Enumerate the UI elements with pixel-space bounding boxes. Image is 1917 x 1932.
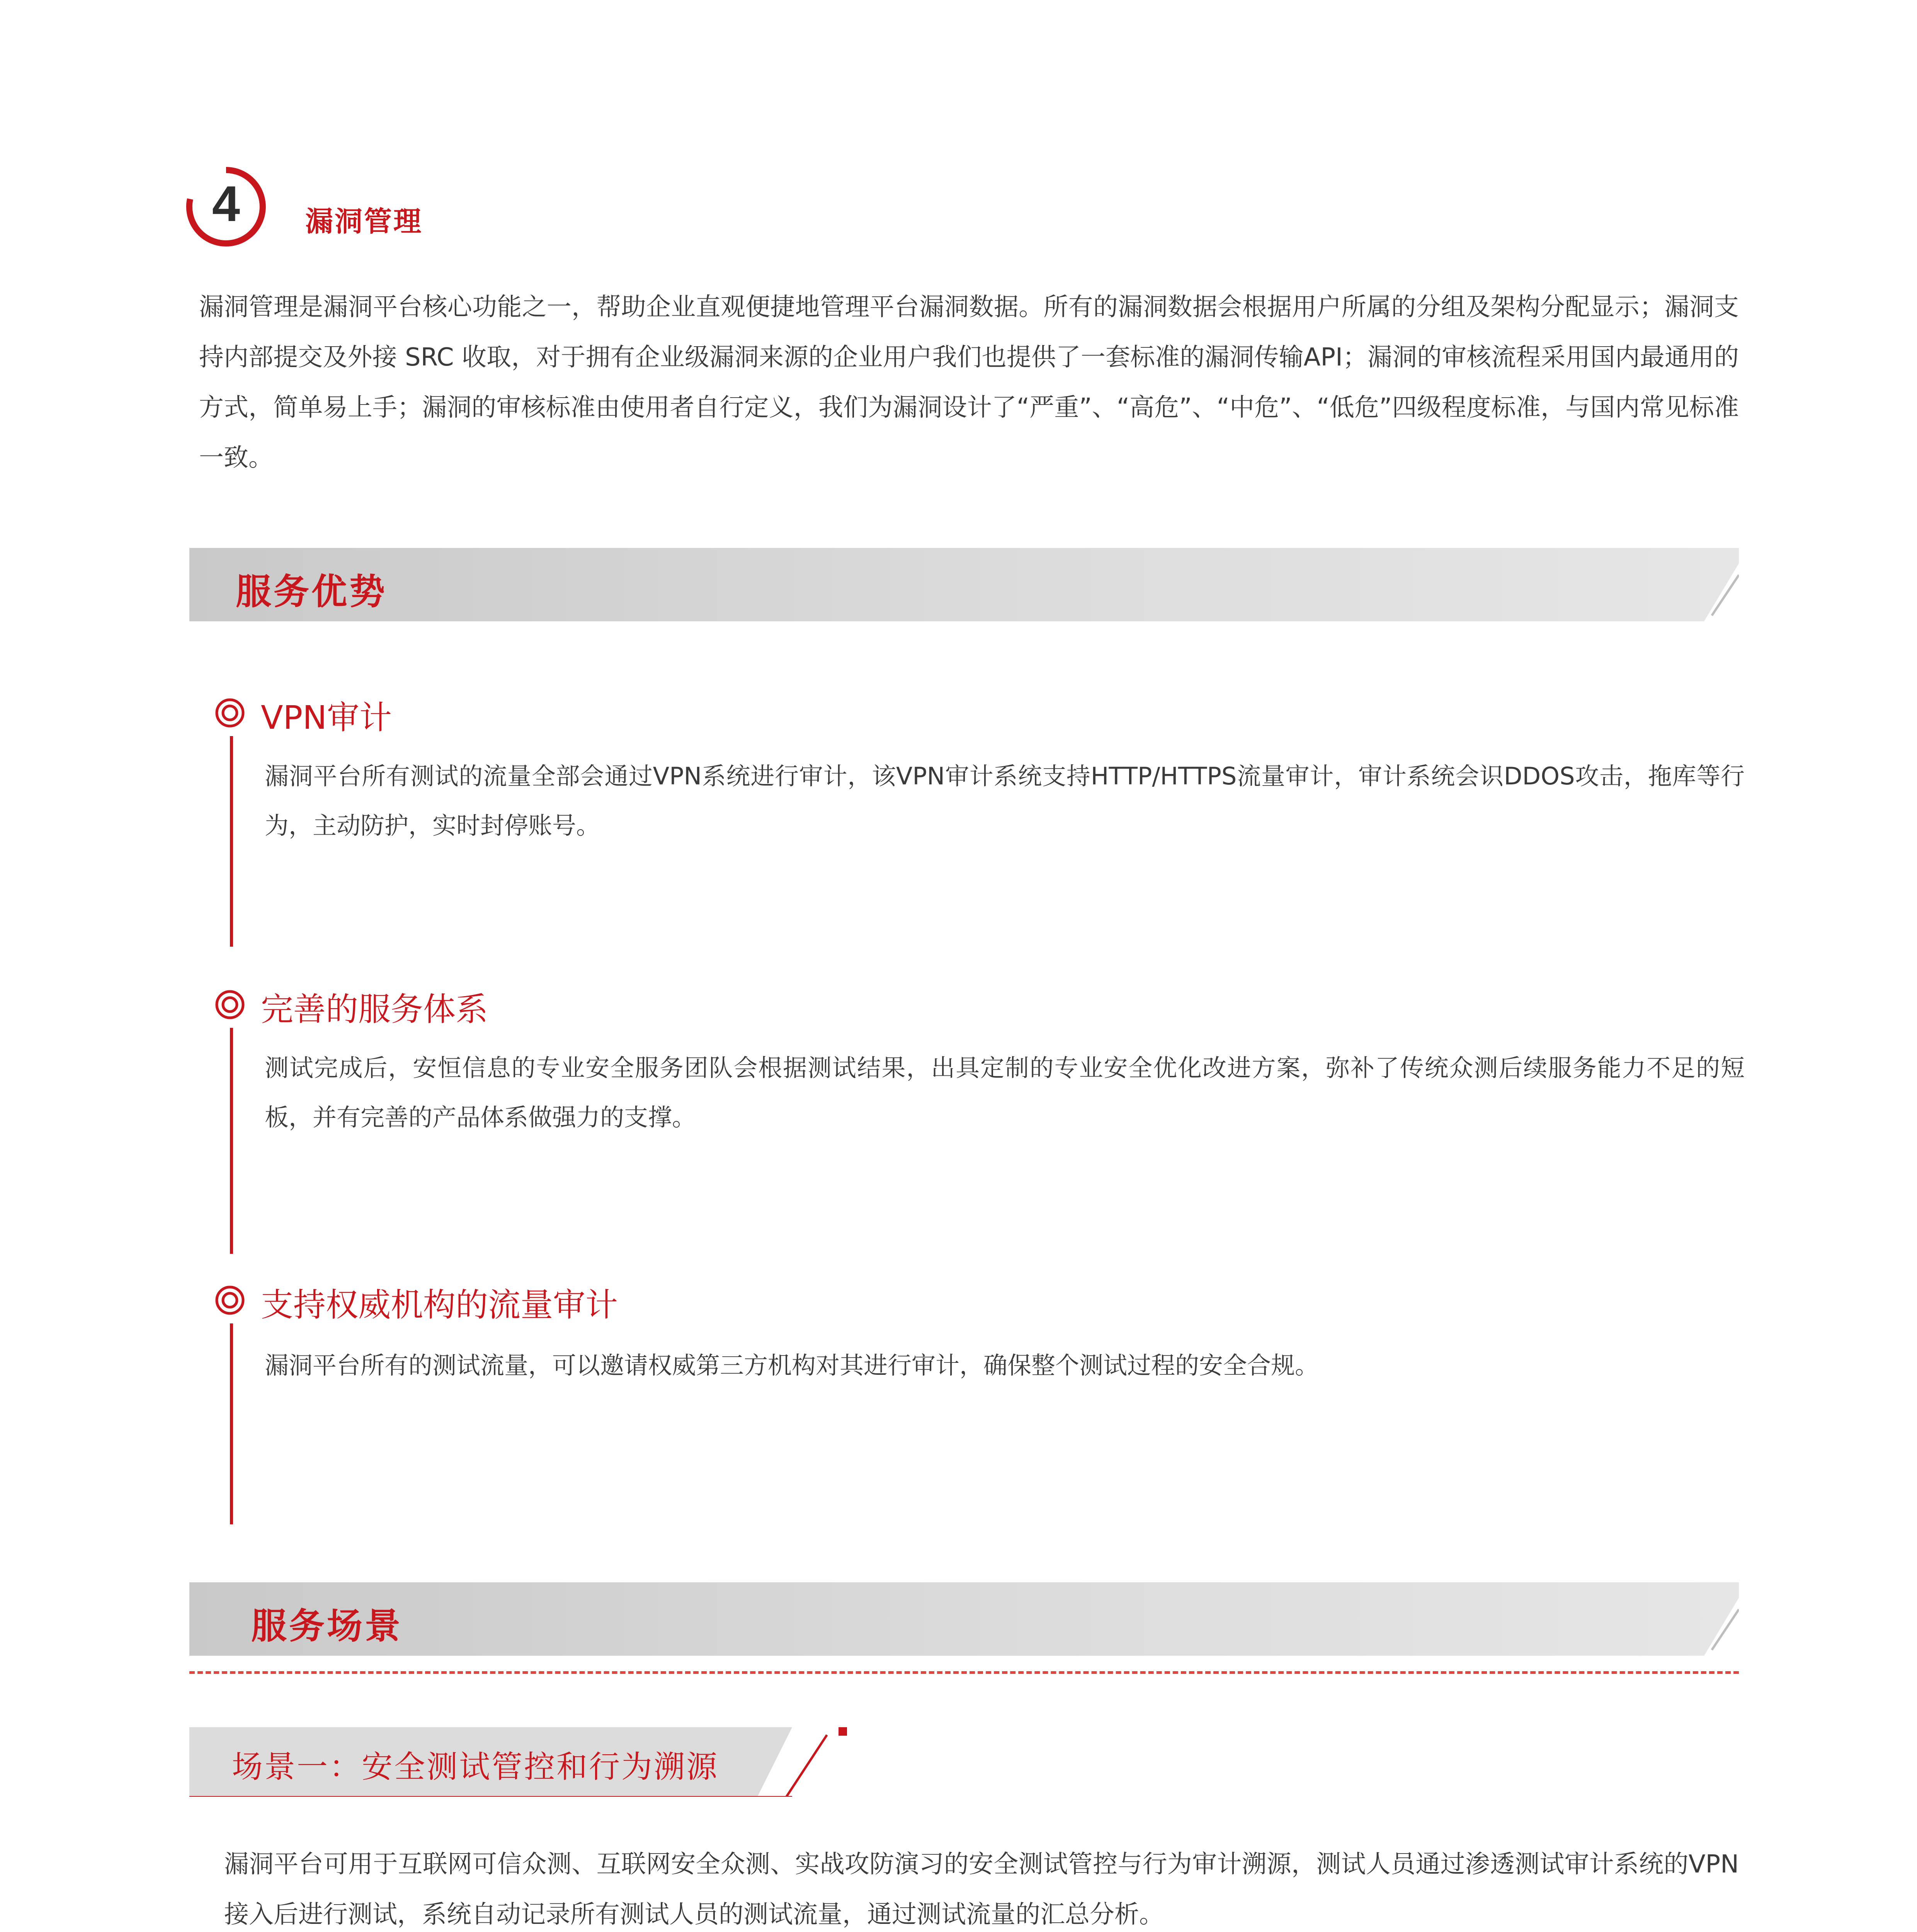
target-icon bbox=[214, 697, 245, 728]
target-icon bbox=[214, 989, 245, 1020]
advantage-text-audit-body: 漏洞平台所有的测试流量，可以邀请权威第三方机构对其进行审计，确保整个测试过程的安全合规。 bbox=[265, 1351, 1319, 1379]
advantage-text-vpn-body: 漏洞平台所有测试的流量全部会通过VPN系统进行审计，该VPN审计系统支持HTTP/HTTPS流量审计，审计系统会识DDOS攻击，拖库等行为，主动防护，实时封停账号。 bbox=[265, 762, 1745, 840]
scenario-1-body bbox=[224, 1839, 1739, 1932]
scenarios-heading: 服务场景 bbox=[251, 1605, 403, 1647]
advantage-text-service bbox=[265, 1043, 1745, 1142]
advantage-text-vpn bbox=[265, 752, 1745, 850]
scenario-1-paragraph-1: 漏洞平台可用于互联网可信众测、互联网安全众测、实战攻防演习的安全测试管控与行为审计溯源，测试人员通过渗透测试审计系统的VPN接入后进行测试，系统自动记录所有测试人员的测试流量，通过测试流量的汇总分析。 bbox=[224, 1850, 1739, 1929]
advantage-divider-line bbox=[230, 1028, 233, 1254]
scenarios-heading-bar bbox=[189, 1582, 1739, 1656]
advantage-text-audit bbox=[265, 1341, 1745, 1390]
section-intro-text: 漏洞管理是漏洞平台核心功能之一，帮助企业直观便捷地管理平台漏洞数据。所有的漏洞数据会根据用户所属的分组及架构分配显示；漏洞支持内部提交及外接 SRC 收取，对于拥有企业级漏洞来源的企业用户我们也提供了一套标准的漏洞传输API；漏洞的审核流程采用国内最通用的方式，简单易上手；漏洞的审核标准由使用者自行定义，我们为漏洞设计了“严重”、“高危”、“中危”、“低危”四级程度标准，与国内常见标准一致。 bbox=[199, 293, 1739, 472]
section-title: 漏洞管理 bbox=[305, 205, 423, 238]
scenario-1-title: 场景一：安全测试管控和行为溯源 bbox=[232, 1749, 719, 1785]
bar-corner-decoration bbox=[1696, 1582, 1739, 1656]
advantage-title-vpn: VPN审计 bbox=[261, 699, 392, 736]
advantages-heading-bar bbox=[189, 548, 1739, 621]
scenario-tab-1 bbox=[189, 1727, 858, 1797]
section-number-badge bbox=[182, 162, 270, 251]
advantage-divider-line bbox=[230, 736, 233, 947]
advantage-title-audit: 支持权威机构的流量审计 bbox=[261, 1286, 618, 1324]
bar-corner-decoration bbox=[1696, 548, 1739, 621]
dashed-divider bbox=[189, 1671, 1739, 1674]
advantages-heading: 服务优势 bbox=[236, 571, 388, 612]
advantage-title-service: 完善的服务体系 bbox=[261, 990, 488, 1028]
advantage-text-service-body: 测试完成后，安恒信息的专业安全服务团队会根据测试结果，出具定制的专业安全优化改进方案，弥补了传统众测后续服务能力不足的短板，并有完善的产品体系做强力的支撑。 bbox=[265, 1054, 1745, 1131]
advantage-divider-line bbox=[230, 1323, 233, 1524]
target-icon bbox=[214, 1285, 245, 1316]
section-intro bbox=[199, 282, 1739, 483]
section-number: 4 bbox=[212, 175, 240, 232]
